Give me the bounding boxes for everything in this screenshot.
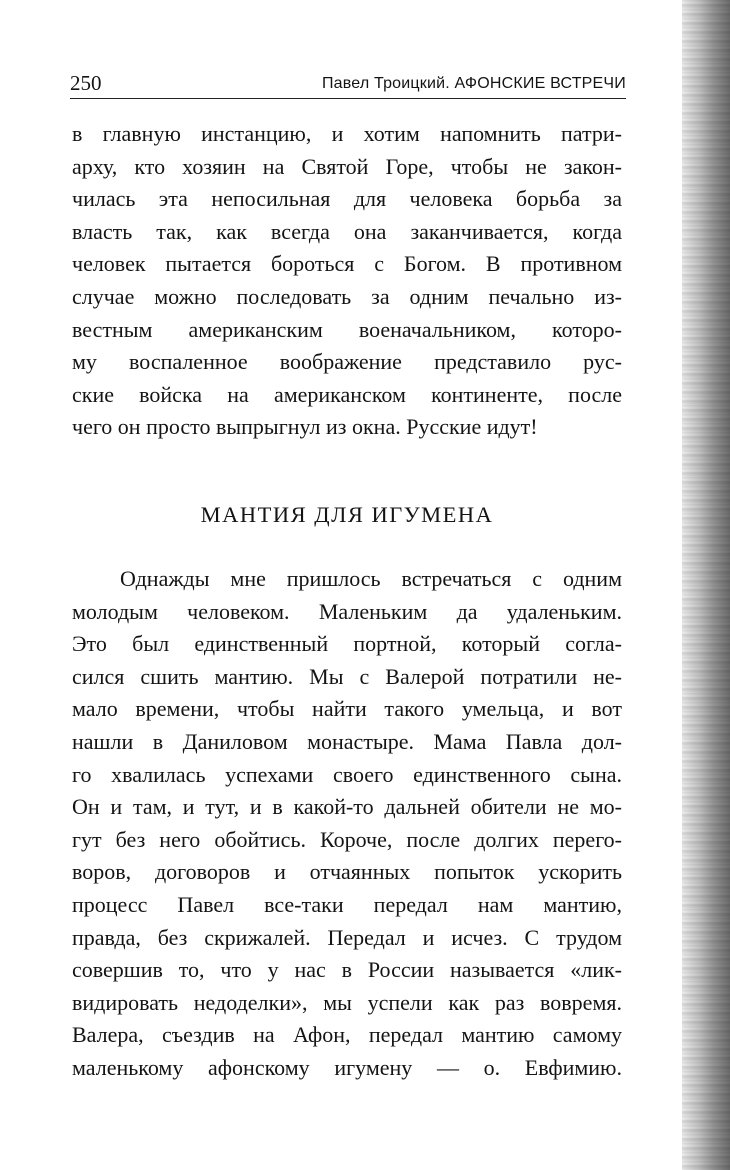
text-line: ские войска на американском континенте, после [72,381,622,407]
text-line: Валера, съездив на Афон, передал мантию самому [72,1022,622,1048]
text-line: совершив то, что у нас в России называется «лик- [72,957,622,983]
text-line: Однажды мне пришлось встречаться с одним [120,566,622,591]
section-heading: МАНТИЯ ДЛЯ ИГУМЕНА [200,502,494,527]
text-line: чилась эта непосильная для человека борьба за [72,186,622,212]
text-line: нашли в Даниловом монастыре. Мама Павла дол- [72,728,622,754]
text-line: вестным американским военачальником, которо- [72,316,622,342]
text-line: Это был единственный портной, который согла- [72,631,622,657]
text-line: му воспаленное воображение представило рус- [72,349,622,375]
text-line: процесс Павел все-таки передал нам мантию, [72,891,622,917]
running-title: Павел Троицкий. АФОНСКИЕ ВСТРЕЧИ [321,75,626,92]
paragraph-continuation [72,118,622,444]
text-line: молодым человеком. Маленьким да удаленьким. [72,598,622,624]
page-number: 250 [70,71,102,95]
text-line: человек пытается бороться с Богом. В противном [72,251,622,277]
text-line: сился сшить мантию. Мы с Валерой потратили не- [72,663,622,689]
text-line: арху, кто хозяин на Святой Горе, чтобы не закон- [72,153,622,179]
text-line: видировать недоделки», мы успели как раз вовремя. [72,989,622,1015]
text-line: чего он просто выпрыгнул из окна. Русские идут! [72,414,538,440]
text-line: гут без него обойтись. Короче, после долгих перего- [72,826,622,852]
text-line: Он и там, и тут, и в какой-то дальней обители не мо- [72,794,622,820]
page-header [70,70,626,99]
text-line: случае можно последовать за одним печально из- [72,283,622,309]
scan-page-edge [682,0,730,1170]
paragraph-body [72,563,622,1085]
text-line: мало времени, чтобы найти такого умельца, и вот [72,696,622,722]
text-line: го хвалилась успехами своего единственного сына. [72,761,622,787]
text-line: правда, без скрижалей. Передал и исчез. С трудом [72,924,622,950]
text-line: маленькому афонскому игумену — о. Евфимию. [72,1054,622,1080]
text-line: в главную инстанцию, и хотим напомнить патри- [72,121,622,146]
text-line: власть так, как всегда она заканчивается, когда [72,218,622,244]
text-line: воров, договоров и отчаянных попыток ускорить [72,859,622,885]
